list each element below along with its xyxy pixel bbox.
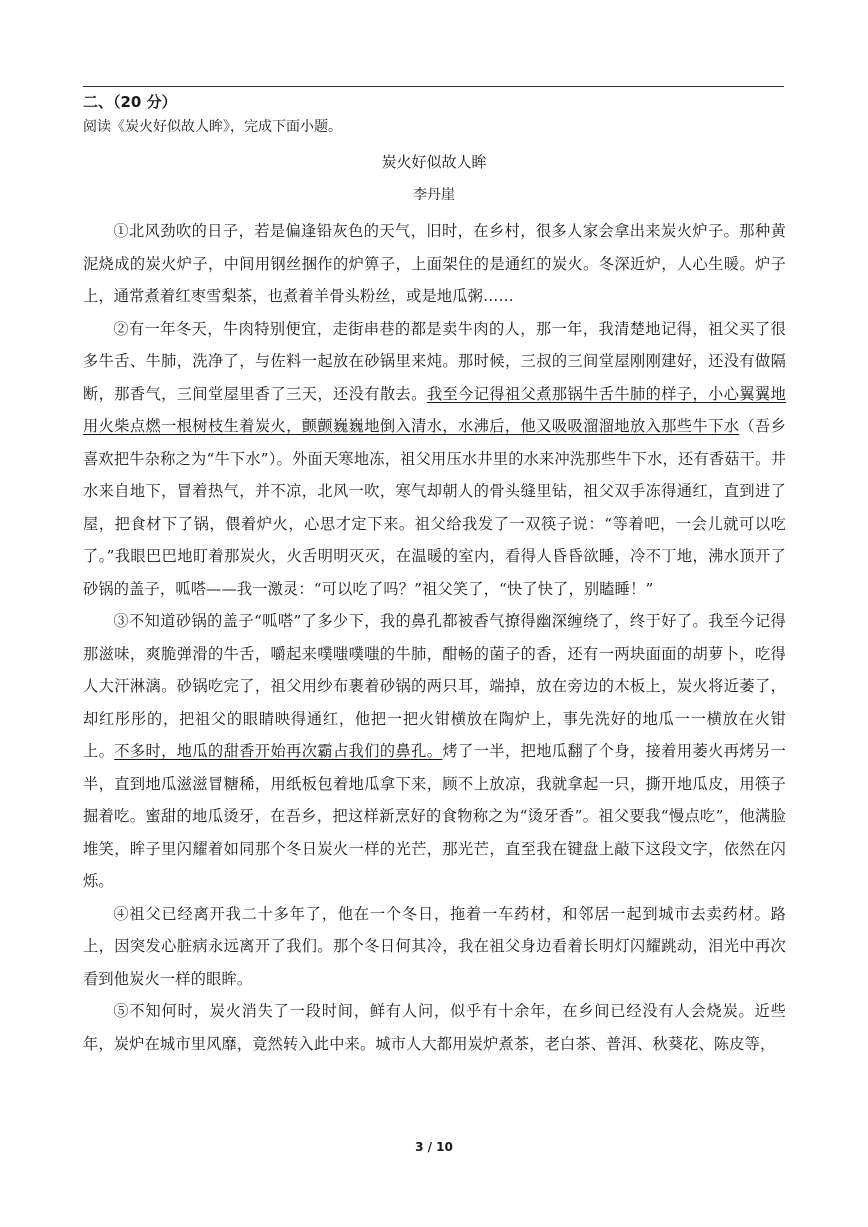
instruction-text: 阅读《炭火好似故人眸》，完成下面小题。 bbox=[83, 119, 342, 135]
article-paragraph-5 bbox=[83, 995, 786, 1060]
article-body bbox=[83, 215, 786, 1060]
article-paragraph-4 bbox=[83, 898, 786, 996]
article-author: 李丹崖 bbox=[413, 187, 455, 203]
paragraph-text: ④祖父已经离开我二十多年了，他在一个冬日，拖着一车药材，和邻居一起到城市去卖药材。路上，因突发心脏病永远离开了我们。那个冬日何其冷，我在祖父身边看着长明灯闪耀跳动，泪光中再次看到他炭火一样的眼眸。 bbox=[83, 904, 786, 988]
article-paragraph-1 bbox=[83, 215, 786, 313]
page-number: 3 / 10 bbox=[415, 1140, 453, 1154]
paragraph-text: 烤了一半，把地瓜翻了个身，接着用萎火再烤另一半，直到地瓜滋滋冒糖稀，用纸板包着地瓜拿下来，顾不上放凉，我就拿起一只，撕开地瓜皮，用筷子掘着吃。蜜甜的地瓜烫牙，在吾乡，把这样新烹好的食物称之为“烫牙香”。祖父要我“慢点吃”，他满脸堆笑，眸子里闪耀着如同那个冬日炭火一样的光芒，那光芒，直至我在键盘上敲下这段文字，依然在闪烁。 bbox=[83, 742, 786, 890]
underlined-sentence: 我至今记得祖父煮那锅牛舌牛肺的样子，小心翼翼地用火柴点燃一根树枝生着炭火，颤颤巍巍地倒入清水，水沸后，他又吸吸溜溜地放入那些牛下水 bbox=[83, 384, 786, 435]
paragraph-text: ②有一年冬天，牛肉特别便宜，走街串巷的都是卖牛肉的人，那一年，我清楚地记得，祖父买了很多牛舌、牛肺，洗净了，与佐料一起放在砂锅里来炖。那时候，三叔的三间堂屋刚刚建好，还没有做隔断，那香气，三间堂屋里香了三天，还没有散去。 bbox=[83, 319, 786, 403]
paragraph-text: ①北风劲吹的日子，若是偏逢铅灰色的天气，旧时，在乡村，很多人家会拿出来炭火炉子。那种黄泥烧成的炭火炉子，中间用钢丝捆作的炉箅子，上面架住的是通红的炭火。冬深近炉，人心生暖。炉子上，通常煮着红枣雪梨茶，也煮着羊骨头粉丝，或是地瓜粥…… bbox=[83, 222, 786, 305]
paragraph-text: ③不知道砂锅的盖子“呱嗒”了多少下，我的鼻孔都被香气撩得幽深缠绕了，终于好了。我至今记得那滋味，爽脆弹滑的牛舌，嚼起来噗嗤噗嗤的牛肺，酣畅的菌子的香，还有一两块面面的胡萝卜，吃得人大汗淋漓。砂锅吃完了，祖父用纱布裹着砂锅的两只耳，端掉，放在旁边的木板上，炭火将近萎了，却红彤彤的，把祖父的眼睛映得通红，他把一把火钳横放在陶炉上，事先洗好的地瓜一一横放在火钳上。 bbox=[83, 612, 786, 760]
article-paragraph-3 bbox=[83, 605, 786, 898]
header-rule bbox=[83, 86, 784, 87]
paragraph-text: ⑤不知何时，炭火消失了一段时间，鲜有人问，似乎有十余年，在乡间已经没有人会烧炭。近些年，炭炉在城市里风靡，竟然转入此中来。城市人大都用炭炉煮茶，老白茶、普洱、秋葵花、陈皮等， bbox=[83, 1002, 786, 1053]
underlined-sentence: 不多时，地瓜的甜香开始再次霸占我们的鼻孔。 bbox=[114, 742, 443, 760]
article-title: 炭火好似故人眸 bbox=[381, 153, 487, 171]
paragraph-text: （吾乡喜欢把牛杂称之为“牛下水”）。外面天寒地冻，祖父用压水井里的水来冲洗那些牛下水，还有香菇干。井水来自地下，冒着热气，并不凉，北风一吹，寒气却朝人的骨头缝里钻，祖父双手冻得通红，直到进了屋，把食材下了锅，偎着炉火，心思才定下来。祖父给我发了一双筷子说：“等着吧，一会儿就可以吃了。”我眼巴巴地盯着那炭火，火舌明明灭灭，在温暖的室内，看得人昏昏欲睡，冷不丁地，沸水顶开了砂锅的盖子，呱嗒——我一激灵：“可以吃了吗？”祖父笑了，“快了快了，别瞌睡！” bbox=[83, 417, 786, 598]
article-paragraph-2 bbox=[83, 313, 786, 606]
section-title: 二、（20 分） bbox=[83, 93, 177, 111]
